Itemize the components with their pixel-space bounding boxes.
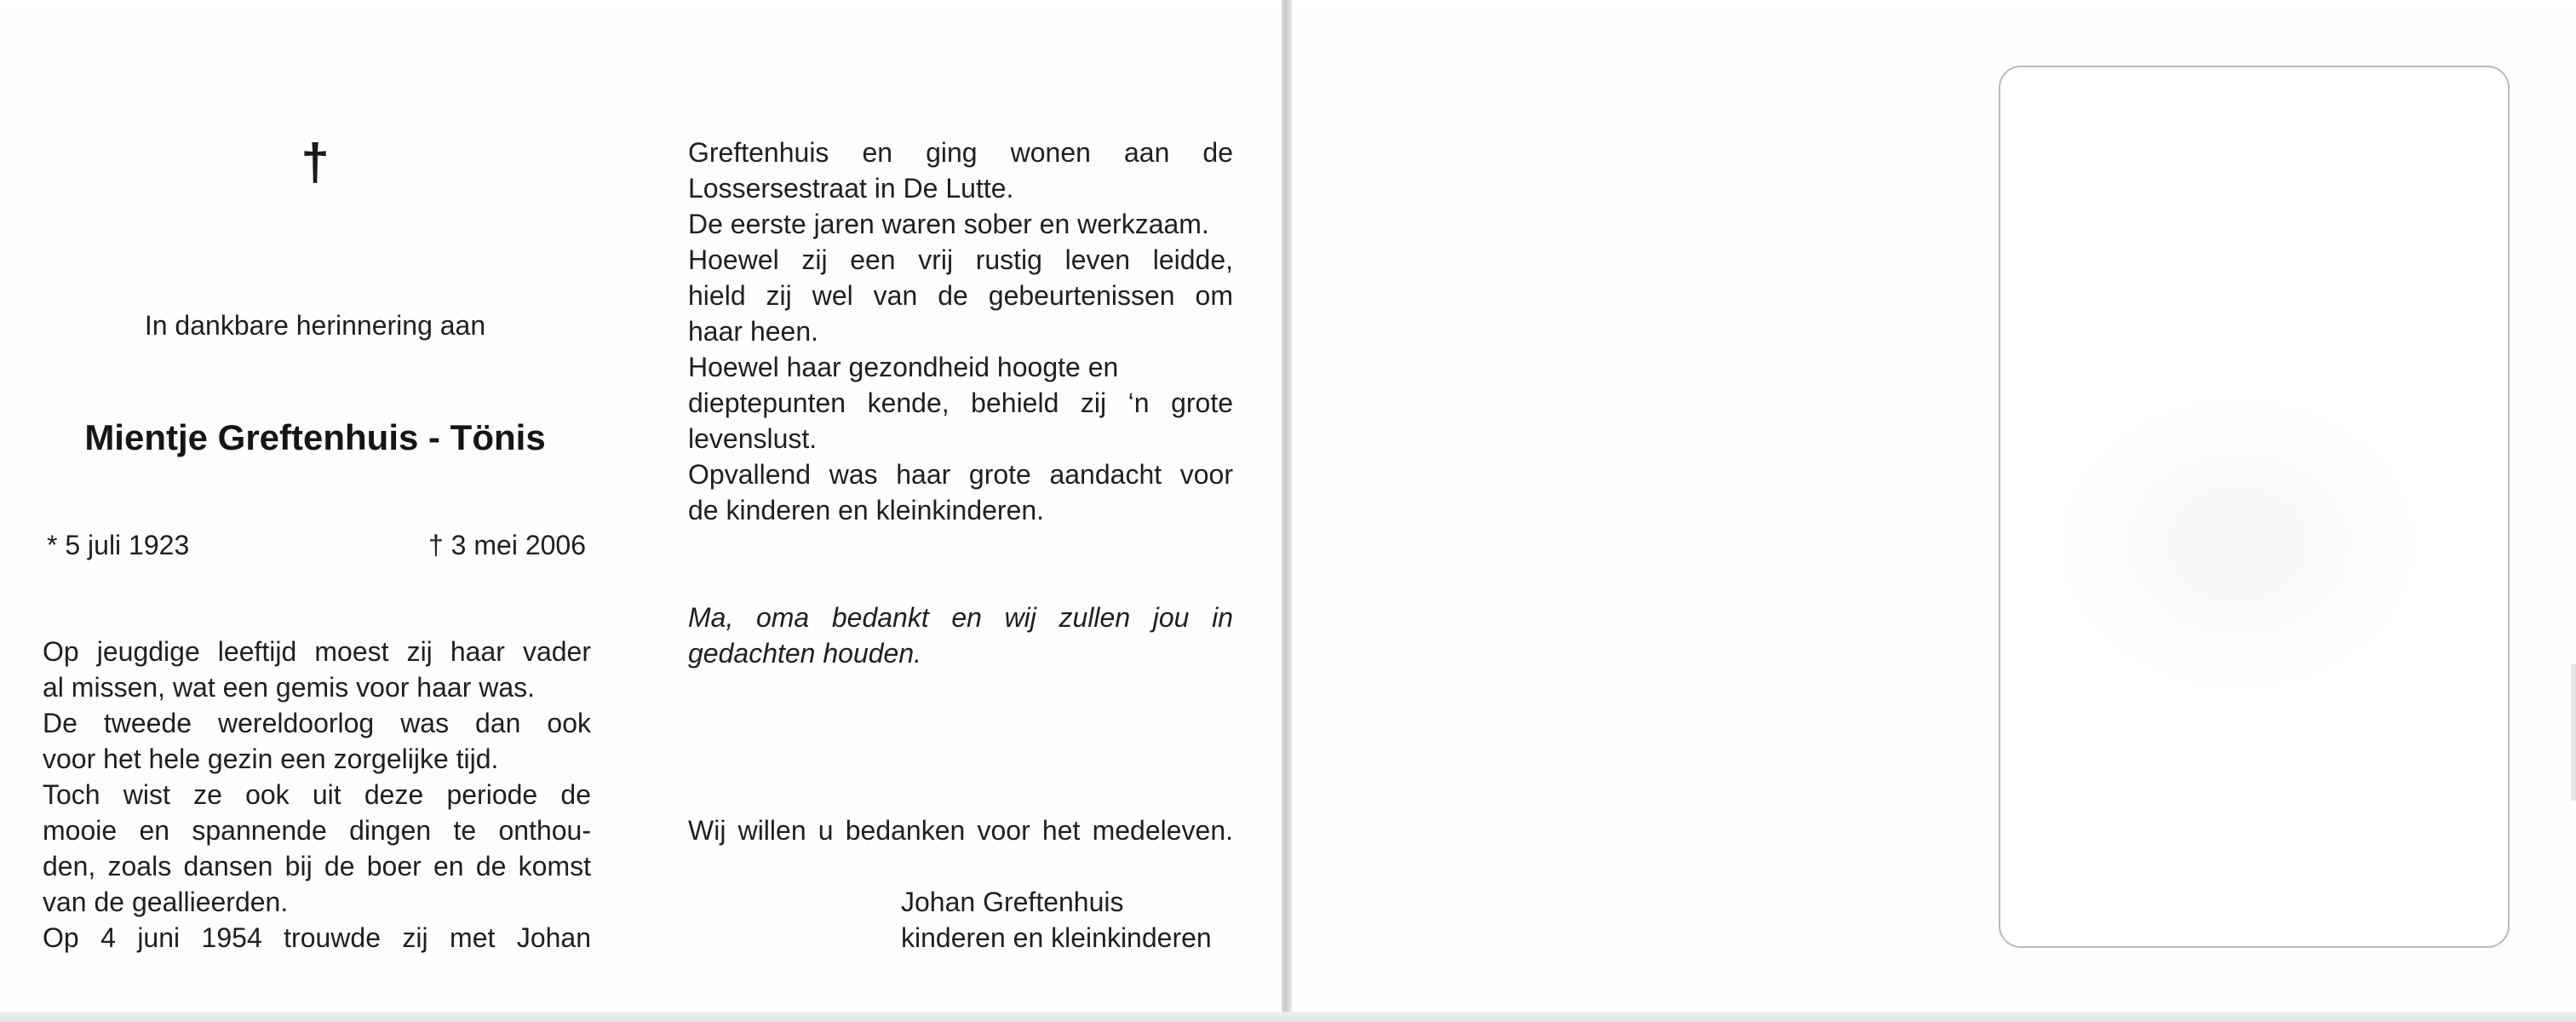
text-line: levenslust. [688, 423, 818, 454]
card-fold [1282, 0, 1292, 1022]
text-line: Op 4 juni 1954 trouwde zij met Johan [43, 922, 591, 953]
text-line: voor het hele gezin een zorgelijke tijd. [43, 744, 499, 774]
cross-icon: † [301, 134, 330, 191]
edge-shadow [2571, 664, 2576, 801]
text-line: den, zoals dansen bij de boer en de komst [43, 851, 591, 881]
text-line: dieptepunten kende, behield zij ‘n grote [688, 388, 1233, 418]
bottom-edge [0, 1012, 2576, 1022]
left-panel [0, 7, 1282, 1012]
text-line: al missen, wat een gemis voor haar was. [43, 672, 536, 703]
text-line: Hoewel zij een vrij rustig leven leidde, [688, 244, 1233, 275]
text-line: Lossersestraat in De Lutte. [688, 173, 1014, 204]
quote-line: Ma, oma bedankt en wij zullen jou in [688, 602, 1233, 633]
photo-frame [1999, 66, 2510, 948]
text-line: Hoewel haar gezondheid hoogte en [688, 352, 1119, 382]
quote-line: gedachten houden. [688, 638, 922, 669]
text-line: van de geallieerden. [43, 887, 289, 917]
deceased-name: Mientje Greftenhuis - Tönis [84, 417, 546, 457]
text-line: hield zij wel van de gebeurtenissen om [688, 280, 1233, 311]
text-line: mooie en spannende dingen te onthou- [43, 815, 591, 846]
signature-line: kinderen en kleinkinderen [901, 922, 1212, 953]
intro-text: In dankbare herinnering aan [144, 310, 486, 341]
text-line: De eerste jaren waren sober en werkzaam. [688, 209, 1209, 239]
text-line: Toch wist ze ook uit deze periode de [43, 779, 591, 810]
text-line: De tweede wereldoorlog was dan ook [43, 708, 591, 738]
birth-date: * 5 juli 1923 [47, 530, 190, 560]
text-line: haar heen. [688, 316, 819, 347]
signature-line: Johan Greftenhuis [901, 887, 1124, 917]
thanks-text: Wij willen u bedanken voor het medeleven. [688, 815, 1233, 846]
death-date: † 3 mei 2006 [427, 530, 586, 560]
text-line: Op jeugdige leeftijd moest zij haar vader [43, 636, 591, 667]
biography-left-column [43, 634, 591, 956]
text-line: Opvallend was haar grote aandacht voor [688, 459, 1233, 490]
faded-photo [2051, 391, 2426, 698]
text-line: de kinderen en kleinkinderen. [688, 495, 1045, 525]
text-line: Greftenhuis en ging wonen aan de [688, 137, 1233, 168]
